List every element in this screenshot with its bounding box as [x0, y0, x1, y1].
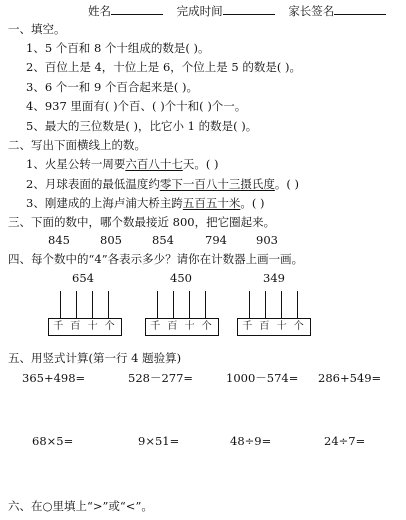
header-bar: [88, 3, 386, 18]
s2-q1-prefix: 1、火星公转一周要: [26, 157, 126, 171]
s1-question-1: 1、5 个百和 8 个十组成的数是( )。: [26, 41, 210, 55]
abacus-3-rod-thousands[interactable]: [249, 291, 250, 319]
abacus-1-rod-thousands[interactable]: [60, 291, 61, 319]
s1-question-3: 3、6 个一和 9 个百合起来是( )。: [26, 80, 199, 94]
name-blank[interactable]: [111, 3, 163, 15]
s3-number-1[interactable]: 845: [48, 233, 70, 247]
abacus-3-number: 349: [263, 271, 285, 285]
s3-number-2[interactable]: 805: [100, 233, 122, 247]
s2-q2-prefix: 2、月球表面的最低温度约: [26, 177, 160, 191]
s1-question-2: 2、百位上是 4，十位上是 6，个位上是 5 的数是( )。: [26, 60, 302, 74]
abacus-1-rod-ones[interactable]: [108, 291, 109, 319]
name-label: 姓名: [88, 4, 111, 18]
abacus-3-rod-tens[interactable]: [281, 291, 282, 319]
time-blank[interactable]: [223, 3, 275, 15]
calc-row1-item2: 528－277=: [128, 371, 194, 385]
s3-number-5[interactable]: 903: [256, 233, 278, 247]
abacus-2-place-labels: 千 百 十 个: [145, 318, 219, 336]
parent-signature-blank[interactable]: [334, 3, 386, 15]
calc-row1-item4: 286+549=: [318, 371, 382, 385]
s2-q3-suffix: 。( ): [240, 196, 265, 210]
section-3-title: 三、下面的数中，哪个数最接近 800，把它圈起来。: [8, 215, 276, 229]
abacus-2-rod-thousands[interactable]: [157, 291, 158, 319]
s1-question-5: 5、最大的三位数是( )，比它小 1 的数是( )。: [26, 119, 258, 133]
section-5-title: 五、用竖式计算(第一行 4 题验算): [8, 351, 182, 365]
section-2-title: 二、写出下面横线上的数。: [8, 138, 146, 152]
abacus-1-place-labels: 千 百 十 个: [48, 318, 122, 336]
s3-number-3[interactable]: 854: [152, 233, 174, 247]
calc-row2-item4: 24÷7=: [324, 434, 366, 448]
abacus-3-place-labels: 千 百 十 个: [237, 318, 311, 336]
calc-row2-item3: 48÷9=: [230, 434, 272, 448]
parent-signature-label: 家长签名: [288, 4, 335, 18]
calc-row2-item2: 9×51=: [138, 434, 180, 448]
abacus-2-rod-hundreds[interactable]: [173, 291, 174, 319]
abacus-2-rod-ones[interactable]: [205, 291, 206, 319]
s2-q3-prefix: 3、刚建成的上海卢浦大桥主跨: [26, 196, 183, 210]
s2-q1-underlined: 六百八十七: [125, 157, 183, 171]
s2-q3-underlined: 五百五十米: [182, 196, 241, 210]
calc-row2-item1: 68×5=: [32, 434, 74, 448]
abacus-1-rod-hundreds[interactable]: [76, 291, 77, 319]
calc-row1-item3: 1000－574=: [226, 371, 299, 385]
abacus-2-rod-tens[interactable]: [189, 291, 190, 319]
s2-q2-suffix: 。( ): [274, 177, 299, 191]
s2-q2-underlined: 零下一百八十三摄氏度: [159, 177, 275, 191]
s3-number-4[interactable]: 794: [205, 233, 227, 247]
s2-question-1: [26, 158, 218, 171]
s2-question-2: [26, 178, 299, 191]
section-6-title: 六、在○里填上“>”或“<”。: [8, 499, 153, 513]
s2-question-3: [26, 197, 264, 210]
s2-q1-suffix: 天。( ): [182, 157, 219, 171]
calc-row1-item1: 365+498=: [22, 371, 86, 385]
abacus-2-number: 450: [170, 271, 192, 285]
time-label: 完成时间: [176, 4, 223, 18]
s1-question-4: 4、937 里面有( )个百、( )个十和( )个一。: [26, 99, 247, 113]
section-1-title: 一、填空。: [8, 22, 66, 36]
abacus-3-rod-hundreds[interactable]: [265, 291, 266, 319]
abacus-1-number: 654: [72, 271, 94, 285]
section-4-title: 四、每个数中的“4”各表示多少？请你在计数器上画一画。: [8, 252, 304, 266]
abacus-1-rod-tens[interactable]: [92, 291, 93, 319]
abacus-3-rod-ones[interactable]: [297, 291, 298, 319]
